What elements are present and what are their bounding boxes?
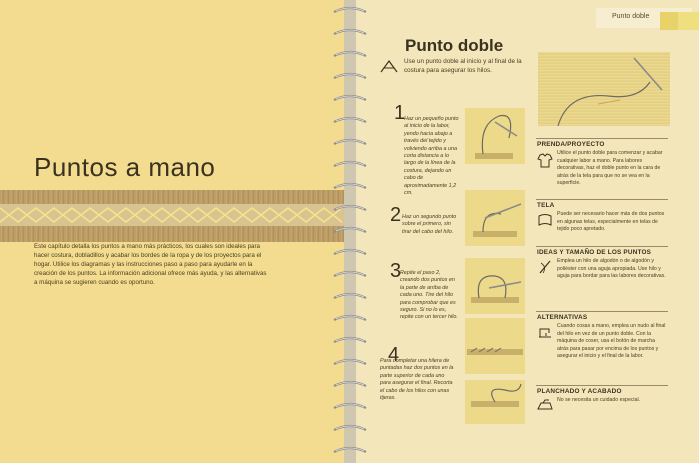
info-heading-thread: IDEAS Y TAMAÑO DE LOS PUNTOS xyxy=(537,249,652,256)
info-heading-pressing: PLANCHADO Y ACABADO xyxy=(537,388,622,395)
step-3-text: Repite el paso 2, creando dos puntos en la parte de arriba de cada uno. Tire del hilo para comprobar que es seguro. Si no lo es, repite con un tercer hilo. xyxy=(400,270,458,321)
info-text-thread: Emplea un hilo de algodón o de algodón y poliéster con una aguja apropiada. Use hilo y aguja para bordar para las labores decorativas. xyxy=(557,258,666,280)
header-color-tab xyxy=(660,12,678,30)
fabric-icon xyxy=(537,212,553,228)
divider xyxy=(536,199,668,200)
step-1-number: 1 xyxy=(394,102,406,124)
sewing-machine-icon xyxy=(537,324,553,340)
info-heading-garment: PRENDA/PROYECTO xyxy=(537,141,605,148)
stitch-symbol-icon xyxy=(380,58,398,74)
step-1-text: Haz un pequeño punto al inicio de la labor, yendo hacia abajo a través del tejido y volviendo arriba a una corta distancia a lo largo de la línea de la costura, dejando un cabo de aproximadamente 1,2 cm. xyxy=(404,116,459,197)
info-text-garment: Utilice el punto doble para comenzar y acabar cualquier labor a mano. Para labores decorativas, haz el doble punto en la cara de atrás de la tela para que no se vea en la superficie. xyxy=(557,150,663,187)
header-color-tab xyxy=(678,12,699,30)
info-text-fabric: Puede ser necesario hacer más de dos puntos en algunas telas, especialmente en telas de tejido poco apretado. xyxy=(557,211,665,233)
info-heading-fabric: TELA xyxy=(537,202,555,209)
step-4-diagram-2 xyxy=(465,380,525,424)
chapter-title: Puntos a mano xyxy=(34,152,216,182)
chapter-intro-text: Este capítulo detalla los puntos a mano más prácticos, los cuales son ideales para hacer costura, dobladillos y acabar los bordes de la ropa y de los proyectos para el hogar. Utilice los diagramas y las instrucciones paso a paso para ayudarle en la creación de los puntos. La información adicional ofrece más ayuda, y las alternativas a máquina se sugieren cuando es oportuno. xyxy=(34,243,267,286)
info-text-alternatives: Cuando cosas a mano, emplea un nudo al final del hilo en vez de un punto doble. Con la máquina de coser, usa el botón de marcha atrás para pasar por encima de los puntos y asegurar el inicio y el final de la labor. xyxy=(557,323,666,360)
info-text-pressing: No se necesita un cuidado especial. xyxy=(557,397,641,403)
step-3-number: 3 xyxy=(390,260,402,282)
fabric-photo xyxy=(538,52,670,126)
info-heading-alternatives: ALTERNATIVAS xyxy=(537,314,588,321)
shirt-icon xyxy=(537,152,553,168)
iron-icon xyxy=(537,397,553,413)
stitch-title: Punto doble xyxy=(405,36,504,55)
step-2-diagram xyxy=(465,190,525,246)
divider xyxy=(536,138,668,139)
divider xyxy=(536,311,668,312)
step-4-number: 4 xyxy=(388,344,400,366)
spiral-binding xyxy=(330,0,370,463)
running-header: Punto doble xyxy=(612,13,650,20)
divider xyxy=(536,385,668,386)
stitched-ribbon-image xyxy=(0,190,345,242)
stitch-intro: Use un punto doble al inicio y al final de la costura para asegurar los hilos. xyxy=(404,58,522,74)
step-3-diagram xyxy=(465,258,525,314)
step-1-diagram xyxy=(465,108,525,164)
needle-thread-icon xyxy=(537,259,553,275)
step-2-number: 2 xyxy=(390,204,402,226)
step-4-diagram xyxy=(465,318,525,374)
step-4-text: Para completar una hilera de puntadas haz dos puntos en la parte superior de cada uno para asegurar el final. Recorta el cabo de los hilos con unas tijeras. xyxy=(380,358,454,402)
divider xyxy=(536,246,668,247)
step-2-text: Haz un segundo punto sobre el primero, sin tirar del cabo del hilo. xyxy=(402,214,457,235)
